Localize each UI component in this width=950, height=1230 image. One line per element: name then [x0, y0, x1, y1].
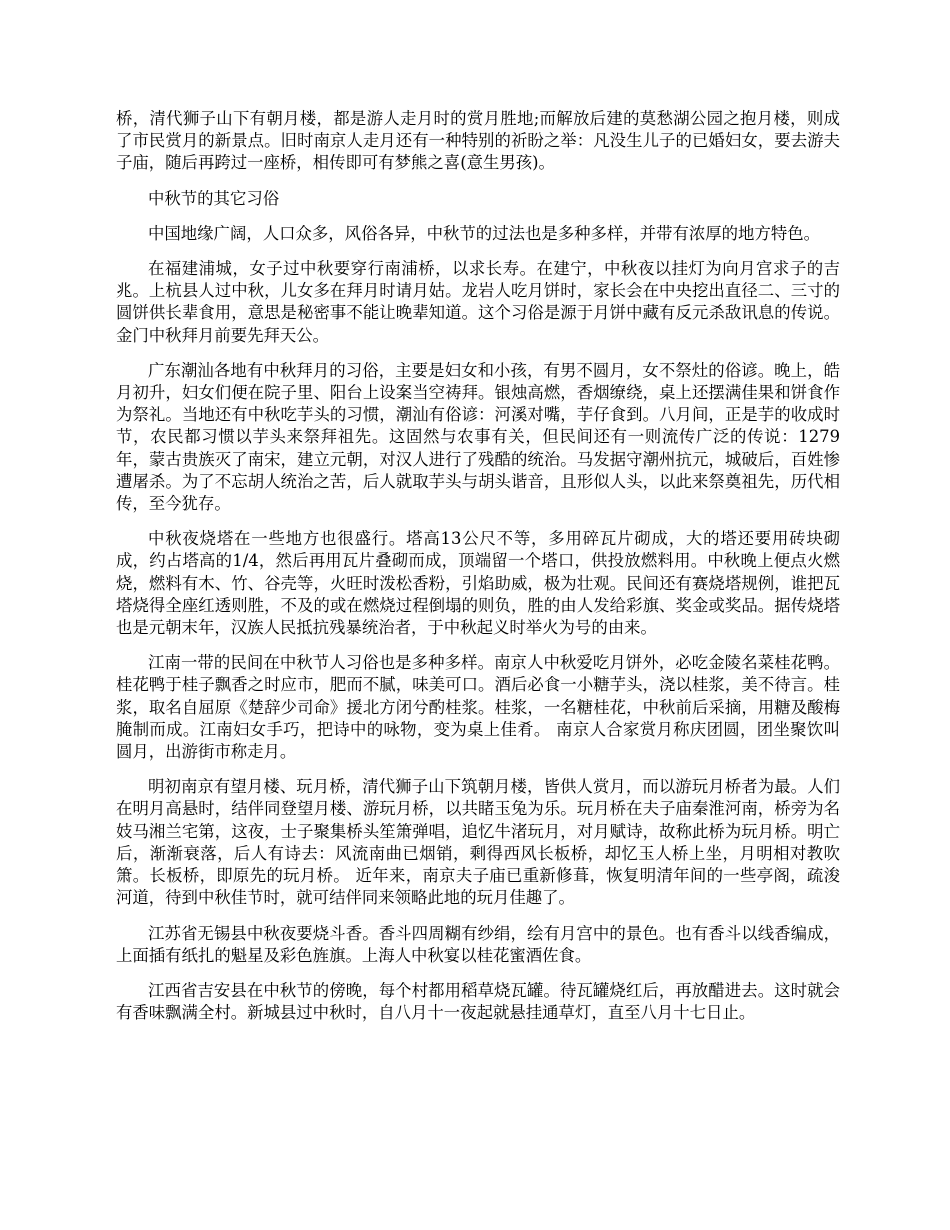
- paragraph-guangdong: 广东潮汕各地有中秋拜月的习俗，主要是妇女和小孩，有男不圆月，女不祭灶的俗谚。晚上，皓月初升，妇女们便在院子里、阳台上设案当空祷拜。银烛高燃，香烟缭绕，桌上还摆满佳果和饼食作为祭礼。当地还有中秋吃芋头的习惯，潮汕有俗谚：河溪对嘴，芋仔食到。八月间，正是芋的收成时节，农民都习惯以芋头来祭拜祖先。这固然与农事有关，但民间还有一则流传广泛的传说：1279年，蒙古贵族灭了南宋，建立元朝，对汉人进行了残酷的统治。马发据守潮州抗元，城破后，百姓惨遭屠杀。为了不忘胡人统治之苦，后人就取芋头与胡头谐音，且形似人头，以此来祭奠祖先，历代相传，至今犹存。: [116, 360, 840, 514]
- paragraph-intro: 中国地缘广阔，人口众多，风俗各异，中秋节的过法也是多种多样，并带有浓厚的地方特色。: [148, 223, 821, 243]
- paragraph-burning-tower: 中秋夜烧塔在一些地方也很盛行。塔高13公尺不等，多用碎瓦片砌成，大的塔还要用砖块砌成，约占塔高的1/4，然后再用瓦片叠砌而成，顶端留一个塔口，供投放燃料用。中秋晚上便点火燃烧，燃料有木、竹、谷壳等，火旺时泼松香粉，引焰助威，极为壮观。民间还有赛烧塔规例，谁把瓦塔烧得全座红透则胜，不及的或在燃烧过程倒塌的则负，胜的由人发给彩旗、奖金或奖品。据传烧塔也是元朝末年，汉族人民抵抗残暴统治者，于中秋起义时举火为号的由来。: [116, 529, 840, 638]
- paragraph-jiangnan: 江南一带的民间在中秋节人习俗也是多种多样。南京人中秋爱吃月饼外，必吃金陵名菜桂花鸭。桂花鸭于桂子飘香之时应市，肥而不腻，味美可口。酒后必食一小糖芋头，浇以桂浆，美不待言。桂浆，取名自屈原《楚辞少司命》援北方闭兮酌桂浆。桂浆，一名糖桂花，中秋前后采摘，用糖及酸梅腌制而成。江南妇女手巧，把诗中的咏物，变为桌上佳肴。 南京人合家赏月称庆团圆，团坐聚饮叫圆月，出游街市称走月。: [116, 653, 840, 762]
- section-heading: 中秋节的其它习俗: [148, 188, 280, 208]
- paragraph-nanjing: 明初南京有望月楼、玩月桥，清代狮子山下筑朝月楼，皆供人赏月，而以游玩月桥者为最。人们在明月高悬时，结伴同登望月楼、游玩月桥，以共睹玉兔为乐。玩月桥在夫子庙秦淮河南，桥旁为名妓马湘兰宅第，这夜，士子聚集桥头笙箫弹唱，追忆牛渚玩月，对月赋诗，故称此桥为玩月桥。明亡后，渐渐衰落，后人有诗去：风流南曲已烟销，剩得西风长板桥，却忆玉人桥上坐，月明相对教吹箫。长板桥，即原先的玩月桥。 近年来，南京夫子庙已重新修葺，恢复明清年间的一些亭阁，疏浚河道，待到中秋佳节时，就可结伴同来领略此地的玩月佳趣了。: [116, 777, 840, 908]
- paragraph-jiangxi: 江西省吉安县在中秋节的傍晚，每个村都用稻草烧瓦罐。待瓦罐烧红后，再放醋进去。这时就会有香味飘满全村。新城县过中秋时，自八月十一夜起就悬挂通草灯，直至八月十七日止。: [116, 980, 840, 1023]
- document-page: [116, 108, 840, 1037]
- paragraph-fujian: 在福建浦城，女子过中秋要穿行南浦桥，以求长寿。在建宁，中秋夜以挂灯为向月宫求子的吉兆。上杭县人过中秋，儿女多在拜月时请月姑。龙岩人吃月饼时，家长会在中央挖出直径二、三寸的圆饼供长辈食用，意思是秘密事不能让晚辈知道。这个习俗是源于月饼中藏有反元杀敌讯息的传说。金门中秋拜月前要先拜天公。: [116, 259, 840, 345]
- paragraph-continuation: 桥，清代狮子山下有朝月楼，都是游人走月时的赏月胜地;而解放后建的莫愁湖公园之抱月楼，则成了市民赏月的新景点。旧时南京人走月还有一种特别的祈盼之举：凡没生儿子的已婚妇女，要去游夫子庙，随后再跨过一座桥，相传即可有梦熊之喜(意生男孩)。: [116, 109, 840, 173]
- paragraph-jiangsu: 江苏省无锡县中秋夜要烧斗香。香斗四周糊有纱绢，绘有月宫中的景色。也有香斗以线香编成，上面插有纸扎的魁星及彩色旌旗。上海人中秋宴以桂花蜜酒佐食。: [116, 923, 840, 965]
